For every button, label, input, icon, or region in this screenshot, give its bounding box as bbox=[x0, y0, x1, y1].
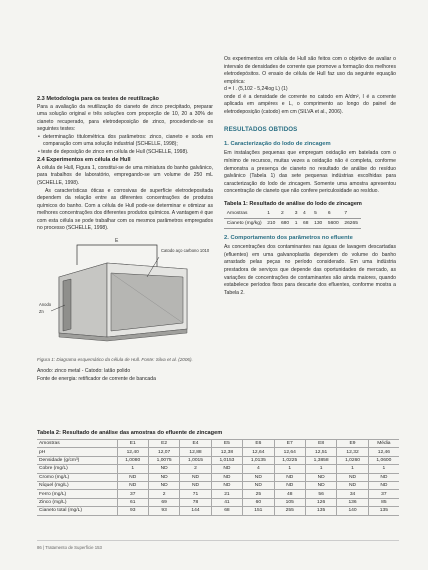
table-2-cell: 1,0600 bbox=[368, 456, 399, 464]
table-2-cell: 4 bbox=[243, 465, 274, 473]
table-1-cell: 6 bbox=[325, 209, 341, 218]
table-1-cell: 5 bbox=[311, 209, 325, 218]
table-1-cell: 3 bbox=[292, 209, 300, 218]
table-1-cell: 2 bbox=[278, 209, 292, 218]
table-2-cell: 56 bbox=[305, 490, 336, 498]
table-1-cell: Amostras bbox=[224, 209, 264, 218]
table-2-cell: 140 bbox=[337, 507, 368, 515]
section-1-title: 1. Caracterização do lodo de zincagem bbox=[224, 140, 331, 147]
table-2-title: Tabela 2: Resultado de análise das amostras do efluente de zincagem bbox=[37, 430, 223, 436]
section-2-4-title: 2.4 Experimentos em célula de Hull bbox=[37, 157, 131, 164]
results-heading: RESULTADOS OBTIDOS bbox=[224, 126, 298, 134]
figure-caption: Figura 1: Diagrama esquemático da célula de Hull. Fonte: Silva et al. (2006). bbox=[37, 356, 193, 362]
table-2-cell: ND bbox=[148, 465, 179, 473]
table-2-cell: 93 bbox=[148, 507, 179, 515]
table-2-cell: E1 bbox=[117, 440, 148, 448]
figure-note-power: Fonte de energia: retificador de corrente de bancada bbox=[37, 375, 156, 382]
table-2-cell: ND bbox=[243, 473, 274, 481]
table-2-cell: Níquel (mg/L) bbox=[37, 481, 117, 489]
table-1-cell: 680 bbox=[278, 219, 292, 229]
table-2-cell: 1,0225 bbox=[274, 456, 305, 464]
right-column bbox=[224, 56, 396, 297]
table-2-cell: 34 bbox=[337, 490, 368, 498]
table-2-cell: pH bbox=[37, 448, 117, 456]
section-2-3-paragraph: Para a avaliação da reutilização do cianeto de zinco precipitado, preparar uma solução original e três soluções com proporção de 10, 20 a 30% de cianeto recuperado, para eletrodeposição de zinco, procedendo-se os seguintes testes: bbox=[37, 103, 213, 133]
table-1-cell: 7 bbox=[342, 209, 361, 218]
table-2-cell: 1 bbox=[305, 465, 336, 473]
table-2-cell: E8 bbox=[305, 440, 336, 448]
figure-label-catodo: Catodo aço carbono 1010 bbox=[161, 247, 210, 253]
page-footer: 86 | Tratamento de Superfície 153 bbox=[37, 545, 102, 550]
hull-cell-figure bbox=[37, 237, 213, 355]
table-row bbox=[37, 481, 399, 489]
table-2-cell: 12,38 bbox=[211, 448, 242, 456]
footer-divider bbox=[37, 540, 399, 541]
table-2-cell: Ferro (mg/L) bbox=[37, 490, 117, 498]
table-1-cell: 130 bbox=[311, 219, 325, 229]
table-2-cell: E9 bbox=[337, 440, 368, 448]
table-2-cell: ND bbox=[305, 481, 336, 489]
table-2-cell: Densidade (g/cm³) bbox=[37, 456, 117, 464]
section-2-paragraph: As concentrações dos contaminantes nas águas de lavagem descartadas (efluentes) em uma galvanoplastia dependem do volume do banho arrastado pelas peças no período considerado. Em uma indústria prestadora de serviços que depende das oportunidades de mercado, as variações de concentrações de contaminantes são ainda maiores, quando estabelece períodos fixos para descarte dos efluentes, conforme mostra a Tabela 2. bbox=[224, 244, 396, 296]
table-row bbox=[37, 498, 399, 506]
table-2-cell: 12,32 bbox=[337, 448, 368, 456]
table-2-cell: 12,46 bbox=[368, 448, 399, 456]
table-2-cell: ND bbox=[117, 481, 148, 489]
table-1-cell: 26265 bbox=[342, 219, 361, 229]
table-2-cell: ND bbox=[211, 465, 242, 473]
table-2-cell: 1 bbox=[274, 465, 305, 473]
table-2-cell: ND bbox=[211, 481, 242, 489]
table-2-cell: 12,88 bbox=[180, 448, 211, 456]
table-2-cell: ND bbox=[368, 473, 399, 481]
table-1-title: Tabela 1: Resultado de análise do lodo de zincagem bbox=[224, 200, 362, 207]
table-2-cell: 135 bbox=[305, 507, 336, 515]
section-1-paragraph: Em instalações pequenas que empregam oxidação em batelada com o mínimo de recursos, muitas vezes a oxidação não é completa, conforme demonstra a presença de cianeto no resultado de análise do resíduo galvânico (Tabela 1) das sete pequenas indústrias escolhidas para caracterização do lodo de zincagem. Somente uma amostra apresentou concentração de cianeto que não confere periculosidade ao resíduo. bbox=[224, 150, 396, 195]
table-2-cell: 61 bbox=[117, 498, 148, 506]
table-2-cell: 136 bbox=[337, 498, 368, 506]
table-2-cell: 144 bbox=[180, 507, 211, 515]
table-row bbox=[37, 490, 399, 498]
table-2-cell: 1,0260 bbox=[337, 456, 368, 464]
section-2-3-bullet-1: • determinação titulométrica dos parâmetros: zinco, cianeto e soda em comparação com uma solução industrial (SCHELLE, 1998); bbox=[38, 133, 213, 148]
table-1-cell: Cianeto (mg/kg) bbox=[224, 219, 264, 229]
table-2-cell: 1,0153 bbox=[211, 456, 242, 464]
table-2-cell: 12,07 bbox=[148, 448, 179, 456]
table-2-cell: 1 bbox=[337, 465, 368, 473]
table-2-cell: 1 bbox=[117, 465, 148, 473]
table-1-header-row bbox=[224, 209, 361, 218]
table-row bbox=[37, 473, 399, 481]
figure-label-anodo: Anodo Zn bbox=[39, 301, 52, 315]
table-2-cell: Cobre (mg/L) bbox=[37, 465, 117, 473]
table-2-cell: ND bbox=[243, 481, 274, 489]
table-2-cell: ND bbox=[148, 473, 179, 481]
empirical-equation: d = I . (5,102 - 5,24log L) (1) bbox=[224, 86, 288, 93]
table-2-cell: ND bbox=[337, 481, 368, 489]
table-2-cell: 12,40 bbox=[117, 448, 148, 456]
table-2-cell: 105 bbox=[274, 498, 305, 506]
table-2-cell: 48 bbox=[274, 490, 305, 498]
figure-label-e: E bbox=[115, 237, 119, 244]
table-row bbox=[37, 465, 399, 473]
table-2-cell: E5 bbox=[211, 440, 242, 448]
table-1-cell: 4 bbox=[300, 209, 311, 218]
section-2-title: 2. Comportamento dos parâmetros no efluente bbox=[224, 234, 353, 241]
table-1-value-row bbox=[224, 219, 361, 229]
table-2-cell: Zinco (mg/L) bbox=[37, 498, 117, 506]
table-2-header-row bbox=[37, 440, 399, 448]
table-2-cell: 12,64 bbox=[243, 448, 274, 456]
table-2-cell: 1,0075 bbox=[148, 456, 179, 464]
table-2-cell: ND bbox=[274, 481, 305, 489]
left-column bbox=[37, 96, 213, 383]
table-2-cell: 1,0135 bbox=[243, 456, 274, 464]
table-2-cell: E7 bbox=[274, 440, 305, 448]
table-2-cell: ND bbox=[368, 481, 399, 489]
table-2-cell: 1,0080 bbox=[117, 456, 148, 464]
table-2-cell: Média bbox=[368, 440, 399, 448]
table-2-cell: Cianeto total (mg/L) bbox=[37, 507, 117, 515]
table-1-cell: 210 bbox=[264, 219, 278, 229]
table-2-cell: E6 bbox=[243, 440, 274, 448]
table-2 bbox=[37, 439, 399, 516]
table-2-cell: 85 bbox=[368, 498, 399, 506]
figure-note-electrodes: Anodo: zinco metal - Catodo: latão polido bbox=[37, 368, 131, 375]
table-2-cell: ND bbox=[274, 473, 305, 481]
hull-cell-paragraph: Os experimentos em célula de Hull são feitos com o objetivo de avaliar o intervalo de densidades de corrente que promove a formação dos melhores eletrodepósitos. O ensaio de célula de Hull faz uso da seguinte equação empírica: bbox=[224, 56, 396, 85]
table-1-cell: 68 bbox=[300, 219, 311, 229]
table-1-cell: 5600 bbox=[325, 219, 341, 229]
table-2-cell: 37 bbox=[368, 490, 399, 498]
table-2-cell: E4 bbox=[180, 440, 211, 448]
table-row bbox=[37, 456, 399, 464]
table-2-cell: ND bbox=[180, 473, 211, 481]
table-2-cell: 71 bbox=[180, 490, 211, 498]
table-2-cell: ND bbox=[180, 481, 211, 489]
table-2-cell: 68 bbox=[211, 507, 242, 515]
table-2-cell: ND bbox=[148, 481, 179, 489]
table-2-cell: 25 bbox=[243, 490, 274, 498]
table-2-cell: 60 bbox=[243, 498, 274, 506]
table-2-cell: 151 bbox=[243, 507, 274, 515]
table-2-block bbox=[37, 430, 399, 516]
table-2-cell: 126 bbox=[305, 498, 336, 506]
table-2-cell: 69 bbox=[148, 498, 179, 506]
table-2-cell: 21 bbox=[211, 490, 242, 498]
table-2-cell: 255 bbox=[274, 507, 305, 515]
table-2-cell: 37 bbox=[117, 490, 148, 498]
table-2-cell: Cromo (mg/L) bbox=[37, 473, 117, 481]
table-2-cell: E2 bbox=[148, 440, 179, 448]
section-2-4-paragraph-1: A célula de Hull, Figura 1, constitui-se de uma miniatura do banho galvânico, para trabalhos de laboratório, empregando-se um volume de 250 mL (SCHELLE, 1998). bbox=[37, 164, 213, 187]
equation-explanation: onde d é a densidade de corrente no catodo em A/dm², I é a corrente aplicada em ampères e L, o comprimento ao longo do painel de eletrodeposição (catodo) em cm (SILVA et al., 2006). bbox=[224, 93, 396, 115]
hull-cell-diagram bbox=[37, 237, 213, 355]
table-2-cell: Amostras bbox=[37, 440, 117, 448]
table-2-cell: 2 bbox=[180, 465, 211, 473]
table-2-cell: 1,0015 bbox=[180, 456, 211, 464]
section-2-3-bullet-2: • teste de deposição de zinco em célula de Hull (SCHELLE, 1998). bbox=[38, 148, 189, 155]
section-2-4-paragraph-2: As características óticas e corrosivas de superfície eletrodepositada dependem da relação entre as diferentes concentrações de produtos químicos do banho. Com a célula de Hull pode-se determinar e otimizar as melhores concentrações dos diferentes produtos químicos. A vantagem é que com esta célula se pode trabalhar com os mesmos parâmetros empregados no processo (SCHELLE, 1998). bbox=[37, 187, 213, 232]
table-1-cell: 1 bbox=[264, 209, 278, 218]
table-2-cell: 2 bbox=[148, 490, 179, 498]
table-2-cell: 78 bbox=[180, 498, 211, 506]
table-2-cell: ND bbox=[305, 473, 336, 481]
table-2-cell: 12,64 bbox=[274, 448, 305, 456]
table-2-cell: ND bbox=[117, 473, 148, 481]
table-1-cell: 1 bbox=[292, 219, 300, 229]
table-2-cell: ND bbox=[337, 473, 368, 481]
table-2-cell: 1,3858 bbox=[305, 456, 336, 464]
table-1 bbox=[224, 209, 361, 228]
table-2-cell: 135 bbox=[368, 507, 399, 515]
section-2-3-title: 2.3 Metodologia para os testes de reutilização bbox=[37, 96, 159, 102]
table-2-cell: 41 bbox=[211, 498, 242, 506]
table-row bbox=[37, 448, 399, 456]
table-2-cell: 93 bbox=[117, 507, 148, 515]
table-2-cell: 12,51 bbox=[305, 448, 336, 456]
table-2-cell: ND bbox=[211, 473, 242, 481]
table-row bbox=[37, 507, 399, 515]
table-2-cell: 1 bbox=[368, 465, 399, 473]
